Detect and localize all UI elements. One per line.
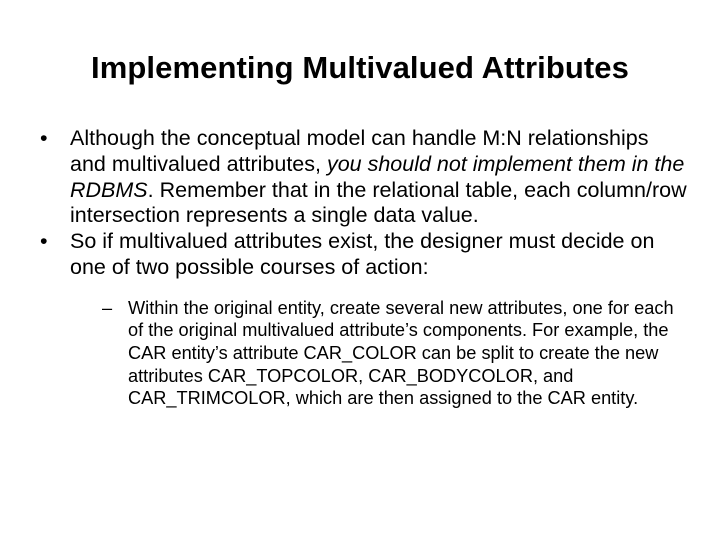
bullet-text-plain: Although the conceptual model can handle M:N relationships and multivalued attributes, — [70, 126, 649, 176]
slide-body — [40, 126, 690, 410]
bullet-marker: • — [40, 229, 48, 254]
bullet-marker: • — [40, 126, 48, 150]
sub-bullet-item — [102, 297, 690, 410]
bullet-text-italic: you should not implement them in the RDBMS — [70, 151, 685, 202]
bullet-item — [40, 126, 690, 229]
bullet-item — [40, 229, 690, 281]
sub-bullet-marker: – — [102, 297, 113, 318]
bullet-text: So if multivalued attributes exist, the designer must decide on one of two possible courses of action: — [70, 229, 655, 279]
bullet-text-plain: . Remember that in the relational table, each column/row intersection represents a single data value. — [70, 177, 687, 228]
slide-title: Implementing Multivalued Attributes — [91, 50, 629, 85]
sub-bullet-text: Within the original entity, create several new attributes, one for each of the original multivalued attribute’s components. For example, the CAR entity’s attribute CAR_COLOR can be split to create the new attributes CAR_TOPCOLOR, CAR_BODYCOLOR, and CAR_TRIMCOLOR, which are then assigned to the CAR entity. — [128, 297, 674, 409]
